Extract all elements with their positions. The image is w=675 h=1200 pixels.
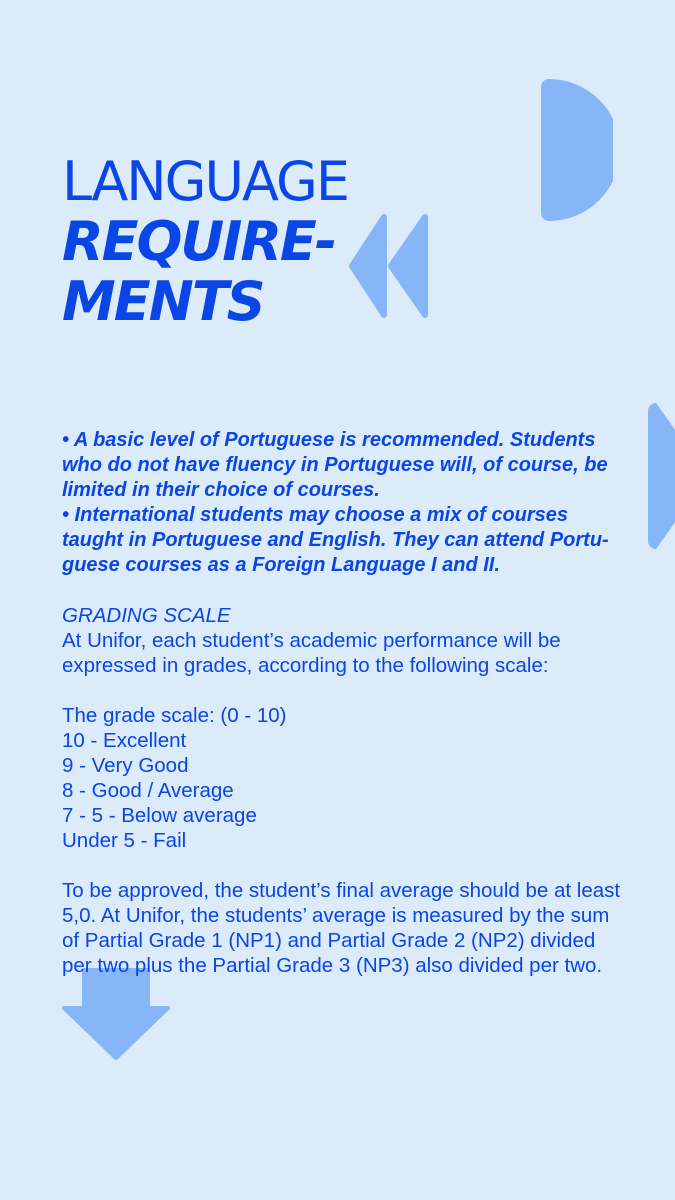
grading-intro: At Unifor, each student’s academic performance will be expressed in grades, according to the following scale:: [62, 629, 561, 677]
title-line-2: REQUIRE-: [62, 210, 336, 273]
double-chevron-left-shape: [348, 213, 430, 319]
grading-scale-heading: GRADING SCALE: [62, 604, 231, 627]
grade-scale-item: Under 5 - Fail: [62, 829, 187, 852]
grade-scale-title: The grade scale: (0 - 10): [62, 704, 287, 727]
requirement-item: • A basic level of Portuguese is recommended. Students who do not have fluency in Portuguese will, of course, be limited in their choice of courses.: [62, 429, 608, 501]
grade-scale-item: 7 - 5 - Below average: [62, 804, 257, 827]
requirements-list: [62, 428, 622, 578]
grade-scale-list: [62, 703, 622, 853]
half-circle-shape: [541, 79, 613, 221]
title-line-1: LANGUAGE: [62, 150, 348, 213]
grade-scale-item: 9 - Very Good: [62, 754, 189, 777]
content-body: [62, 428, 622, 978]
grade-scale-item: 8 - Good / Average: [62, 779, 234, 802]
grade-scale-item: 10 - Excellent: [62, 729, 187, 752]
page-title: [62, 152, 348, 332]
approval-text: To be approved, the student’s final average should be at least 5,0. At Unifor, the students’ average is measured by the sum of Partial Grade 1 (NP1) and Partial Grade 2 (NP2) divided per two plus the Partial Grade 3 (NP3) also divided per two.: [62, 879, 621, 977]
play-triangle-shape: [648, 403, 675, 549]
requirement-item: • International students may choose a mix of courses taught in Portuguese and English. They can attend Portu-guese courses as a Foreign Language I and II.: [62, 504, 609, 576]
title-line-3: MENTS: [62, 270, 264, 333]
down-arrow-shape: [62, 968, 170, 1060]
